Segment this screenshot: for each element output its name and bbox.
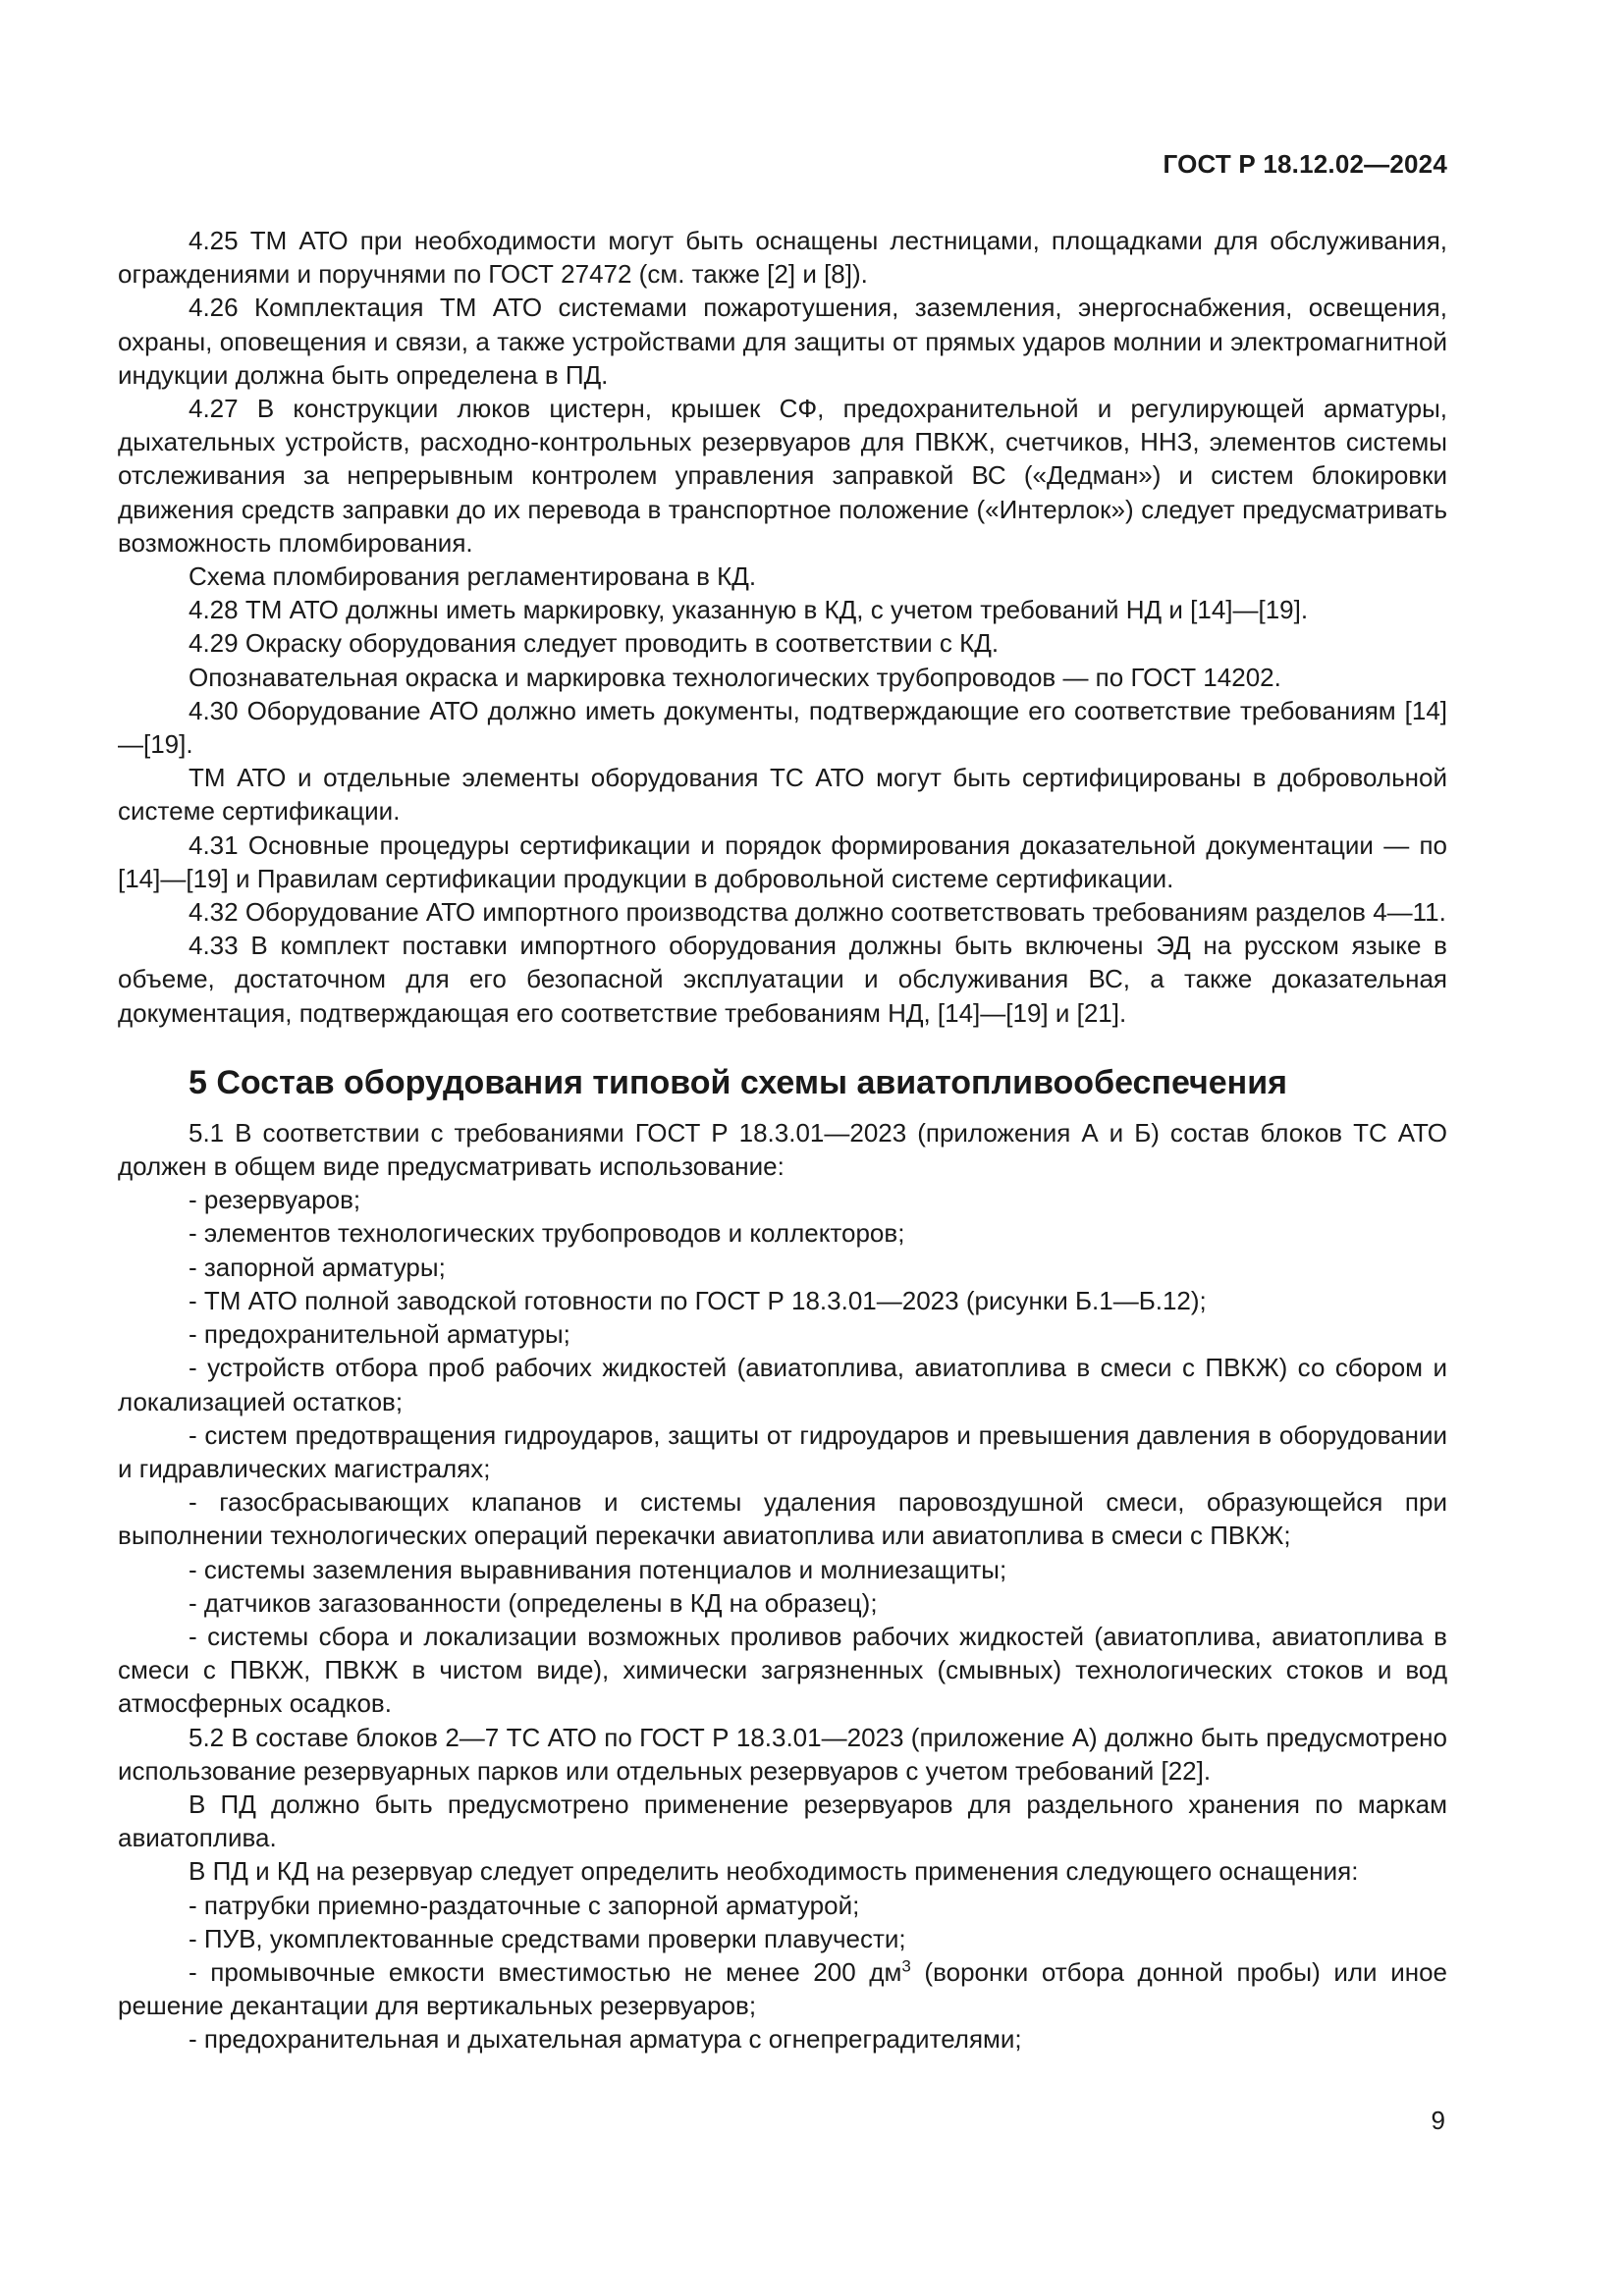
- paragraph-5-1: 5.1 В соответствии с требованиями ГОСТ Р 18.3.01—2023 (приложения А и Б) состав блоков ТС АТО должен в общем виде предусматривать использование:: [118, 1117, 1447, 1182]
- paragraph-4-26: 4.26 Комплектация ТМ АТО системами пожаротушения, заземления, энергоснабжения, освещения, охраны, оповещения и связи, а также устройствами для защиты от прямых ударов молнии и электромагнитной индукции должна быть определена в ПД.: [118, 293, 1447, 390]
- list-item: - резервуаров;: [189, 1185, 361, 1215]
- section-5-heading: 5 Состав оборудования типовой схемы авиатопливообеспечения: [189, 1063, 1287, 1101]
- list-item-flushing-tanks: [118, 1955, 1447, 2022]
- paragraph-4-31: 4.31 Основные процедуры сертификации и порядок формирования доказательной документации — по [14]—[19] и Правилам сертификации продукции в добровольной системе сертификации.: [118, 829, 1447, 893]
- list-item: - датчиков загазованности (определены в КД на образец);: [189, 1587, 878, 1618]
- paragraph-4-27: 4.27 В конструкции люков цистерн, крышек СФ, предохранительной и регулирующей арматуры, дыхательных устройств, расходно-контрольных резервуаров для ПВКЖ, счетчиков, ННЗ, элементов системы отслеживания за непрерывным контролем управления заправкой ВС («Дедман») и систем блокировки движения средств заправки до их перевода в транспортное положение («Интерлок») следует предусматривать возможность пломбирования.: [118, 394, 1447, 558]
- document-body: [118, 224, 1447, 2056]
- list-item: - запорной арматуры;: [189, 1252, 446, 1282]
- list-item: - элементов технологических трубопроводов и коллекторов;: [189, 1218, 905, 1249]
- list-item: - предохранительной арматуры;: [189, 1319, 570, 1350]
- paragraph-4-30-certification: ТМ АТО и отдельные элементы оборудования ТС АТО могут быть сертифицированы в добровольной системе сертификации.: [118, 763, 1447, 827]
- list-item: - системы сбора и локализации возможных проливов рабочих жидкостей (авиатоплива, авиатоплива в смеси с ПВКЖ, ПВКЖ в чистом виде), химически загрязненных (смывных) технологических стоков и вод атмосферных осадков.: [118, 1621, 1447, 1719]
- list-item-text-start: - промывочные емкости вместимостью не менее 200 дм: [189, 1956, 902, 1987]
- list-item: - устройств отбора проб рабочих жидкостей (авиатоплива, авиатоплива в смеси с ПВКЖ) со сбором и локализацией остатков;: [118, 1353, 1447, 1416]
- paragraph-5-2-equipment: В ПД и КД на резервуар следует определить необходимость применения следующего оснащения:: [189, 1856, 1359, 1887]
- list-item: - патрубки приемно-раздаточные с запорной арматурой;: [189, 1890, 860, 1920]
- list-item: - систем предотвращения гидроударов, защиты от гидроударов и превышения давления в оборудовании и гидравлических магистралях;: [118, 1419, 1447, 1483]
- paragraph-4-30: 4.30 Оборудование АТО должно иметь документы, подтверждающие его соответствие требованиям [14]—[19].: [118, 695, 1447, 760]
- list-item: - предохранительная и дыхательная арматура с огнепреградителями;: [189, 2024, 1022, 2055]
- paragraph-4-27-sealing: Схема пломбирования регламентирована в КД.: [189, 561, 757, 592]
- paragraph-4-29: 4.29 Окраску оборудования следует проводить в соответствии с КД.: [189, 628, 1000, 659]
- paragraph-4-33: 4.33 В комплект поставки импортного оборудования должны быть включены ЭД на русском языке в объеме, достаточном для его безопасной эксплуатации и обслуживания ВС, а также доказательная документация, подтверждающая его соответствие требованиям НД, [14]—[19] и [21].: [118, 931, 1447, 1028]
- paragraph-4-29-marking: Опознавательная окраска и маркировка технологических трубопроводов — по ГОСТ 14202.: [189, 662, 1281, 692]
- paragraph-4-28: 4.28 ТМ АТО должны иметь маркировку, указанную в КД, с учетом требований НД и [14]—[19].: [189, 595, 1309, 625]
- list-item: - ТМ АТО полной заводской готовности по ГОСТ Р 18.3.01—2023 (рисунки Б.1—Б.12);: [189, 1285, 1207, 1315]
- paragraph-5-2-separate-storage: В ПД должно быть предусмотрено применение резервуаров для раздельного хранения по маркам авиатоплива.: [118, 1789, 1447, 1853]
- list-item: - ПУВ, укомплектованные средствами проверки плавучести;: [189, 1923, 906, 1953]
- document-code-header: ГОСТ Р 18.12.02—2024: [1163, 149, 1447, 179]
- list-item: - газосбрасывающих клапанов и системы удаления паровоздушной смеси, образующейся при выполнении технологических операций перекачки авиатоплива или авиатоплива в смеси с ПВКЖ;: [118, 1487, 1447, 1551]
- superscript-cubic: 3: [901, 1956, 911, 1976]
- paragraph-4-32: 4.32 Оборудование АТО импортного производства должно соответствовать требованиям разделов 4—11.: [189, 897, 1446, 928]
- list-item-text-end: (воронки отбора донной пробы) или иное решение декантации для вертикальных резервуаров;: [118, 1956, 1447, 2021]
- paragraph-5-2: 5.2 В составе блоков 2—7 ТС АТО по ГОСТ Р 18.3.01—2023 (приложение А) должно быть предусмотрено использование резервуарных парков или отдельных резервуаров с учетом требований [22].: [118, 1722, 1447, 1786]
- list-item: - системы заземления выравнивания потенциалов и молниезащиты;: [189, 1554, 1007, 1584]
- paragraph-4-25: 4.25 ТМ АТО при необходимости могут быть оснащены лестницами, площадками для обслуживания, ограждениями и поручнями по ГОСТ 27472 (см. также [2] и [8]).: [118, 226, 1447, 290]
- page-number: 9: [1431, 2106, 1445, 2135]
